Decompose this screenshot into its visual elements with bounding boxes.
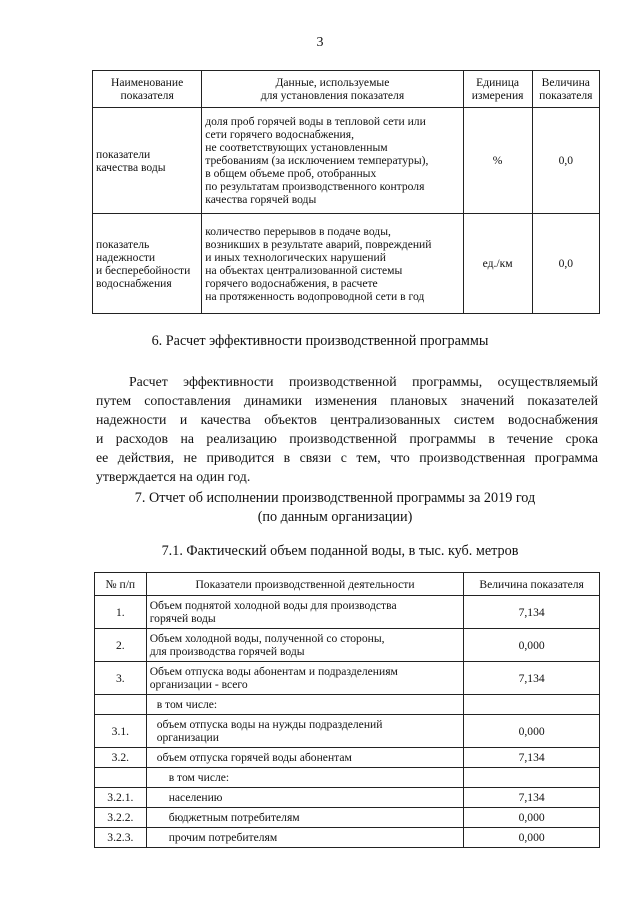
table-row	[95, 695, 600, 715]
cell-text: сети горячего водоснабжения,	[205, 128, 354, 141]
header-number: № п/п	[95, 573, 147, 596]
cell-text: качества воды	[96, 160, 166, 174]
cell-text: количество перерывов в подаче воды,	[205, 224, 391, 238]
cell-text: на протяженность водопроводной сети в год	[205, 289, 425, 303]
row-number-cell: 3.	[95, 662, 147, 695]
cell-text: надежности	[96, 250, 156, 264]
table-row	[95, 808, 600, 828]
paragraph-line: надежности и качества объектов централизованных систем водоснабжения	[96, 412, 598, 427]
cell-text: и иных технологических нарушений	[205, 250, 386, 264]
page-number: 3	[316, 35, 324, 50]
table-row	[95, 629, 600, 662]
heading-line: 7. Отчет об исполнении производственной программы за 2019 год	[134, 490, 536, 506]
value-cell: 7,134	[464, 662, 600, 695]
indicator-cell	[146, 629, 464, 662]
cell-text: доля проб горячей воды в тепловой сети или	[205, 115, 426, 128]
indicator-name-cell	[93, 108, 202, 214]
indicator-data-cell	[202, 214, 463, 314]
header-text: показателя	[539, 89, 593, 102]
row-number-cell: 3.2.3.	[95, 828, 147, 848]
header-text: Данные, используемые	[275, 76, 390, 89]
section-7-heading	[0, 489, 640, 527]
indicator-cell	[146, 748, 464, 768]
value-cell: 0,000	[464, 715, 600, 748]
section-6-paragraph	[96, 372, 598, 486]
value-cell: 7,134	[464, 596, 600, 629]
table-header-row	[93, 71, 600, 108]
value-cell: 0,0	[532, 108, 599, 214]
cell-text: в общем объеме проб, отобранных	[205, 167, 377, 180]
indicator-cell	[146, 715, 464, 748]
unit-cell: %	[463, 108, 532, 214]
paragraph-line: утверждается на один год.	[96, 469, 251, 484]
indicator-data-cell	[202, 108, 463, 214]
table-row	[95, 828, 600, 848]
cell-text: требованиям (за исключением температуры),	[205, 154, 429, 167]
indicator-cell	[146, 695, 464, 715]
cell-text: бюджетным потребителям	[168, 811, 300, 824]
water-volume-table	[94, 572, 600, 848]
indicator-cell	[146, 596, 464, 629]
cell-text: Объем холодной воды, полученной со стороны,	[149, 632, 385, 645]
table-row	[95, 715, 600, 748]
row-number-cell: 3.2.1.	[95, 788, 147, 808]
cell-text: на объектах централизованной системы	[205, 263, 403, 277]
value-cell: 7,134	[464, 748, 600, 768]
indicator-cell	[146, 788, 464, 808]
cell-text: показатели	[96, 147, 151, 161]
value-cell: 0,0	[532, 214, 599, 314]
header-text: измерения	[471, 89, 524, 102]
table-row	[93, 108, 600, 214]
cell-text: в том числе:	[168, 771, 230, 784]
table-row	[95, 788, 600, 808]
value-cell	[464, 768, 600, 788]
value-cell	[464, 695, 600, 715]
cell-text: не соответствующих установленным	[205, 141, 388, 154]
cell-text: показатель	[96, 237, 150, 251]
cell-text: горячего водоснабжения, в расчете	[205, 276, 378, 290]
row-number-cell	[95, 768, 147, 788]
row-number-cell: 3.2.	[95, 748, 147, 768]
header-value	[532, 71, 599, 108]
cell-text: прочим потребителям	[168, 831, 278, 844]
cell-text: для производства горячей воды	[149, 645, 305, 658]
row-number-cell: 3.2.2.	[95, 808, 147, 828]
table-row	[95, 662, 600, 695]
header-text: Величина	[541, 76, 590, 89]
table-row	[93, 214, 600, 314]
cell-text: Объем поднятой холодной воды для производства	[149, 599, 397, 612]
cell-text: водоснабжения	[96, 276, 172, 290]
header-indicator-name	[93, 71, 202, 108]
indicator-cell	[146, 808, 464, 828]
cell-text: по результатам производственного контроля	[205, 180, 425, 193]
row-number-cell: 3.1.	[95, 715, 147, 748]
paragraph-line: ее действия, не приводится в связи с тем, что производственная программа	[96, 450, 598, 465]
row-number-cell: 2.	[95, 629, 147, 662]
header-data-used	[202, 71, 463, 108]
table-row	[95, 596, 600, 629]
cell-text: организации	[156, 731, 219, 744]
cell-text: населению	[168, 791, 223, 804]
cell-text: Объем отпуска воды абонентам и подразделениям	[149, 665, 398, 678]
indicator-cell	[146, 662, 464, 695]
header-unit	[463, 71, 532, 108]
row-number-cell	[95, 695, 147, 715]
heading-line: (по данным организации)	[257, 509, 413, 525]
unit-cell: ед./км	[463, 214, 532, 314]
indicator-name-cell	[93, 214, 202, 314]
row-number-cell: 1.	[95, 596, 147, 629]
header-indicator: Показатели производственной деятельности	[146, 573, 464, 596]
cell-text: в том числе:	[156, 698, 218, 711]
table-header-row	[95, 573, 600, 596]
header-value: Величина показателя	[464, 573, 600, 596]
header-text: Наименование	[111, 76, 184, 89]
value-cell: 7,134	[464, 788, 600, 808]
table-body	[95, 596, 600, 848]
cell-text: организации - всего	[149, 678, 248, 691]
cell-text: объем отпуска горячей воды абонентам	[156, 751, 352, 764]
cell-text: качества горячей воды	[205, 193, 317, 206]
cell-text: горячей воды	[149, 612, 216, 625]
paragraph-line: и расходов на реализацию производственной программы в течение срока	[96, 431, 598, 446]
section-7-1-heading: 7.1. Фактический объем поданной воды, в тыс. куб. метров	[161, 543, 519, 559]
value-cell: 0,000	[464, 828, 600, 848]
indicators-table	[92, 70, 600, 314]
header-text: Единица	[476, 76, 520, 89]
table-row	[95, 768, 600, 788]
cell-text: объем отпуска воды на нужды подразделений	[156, 718, 383, 731]
header-text: для установления показателя	[260, 89, 405, 102]
value-cell: 0,000	[464, 629, 600, 662]
header-text: показателя	[120, 89, 174, 102]
indicator-cell	[146, 828, 464, 848]
cell-text: возникших в результате аварий, повреждений	[205, 237, 432, 251]
paragraph-line: путем сопоставления динамики изменения плановых значений показателей	[96, 393, 598, 408]
cell-text: и бесперебойности	[96, 263, 191, 277]
table-row	[95, 748, 600, 768]
section-6-heading: 6. Расчет эффективности производственной программы	[151, 333, 489, 349]
value-cell: 0,000	[464, 808, 600, 828]
indicator-cell	[146, 768, 464, 788]
paragraph-line: Расчет эффективности производственной программы, осуществляемый	[129, 374, 598, 389]
